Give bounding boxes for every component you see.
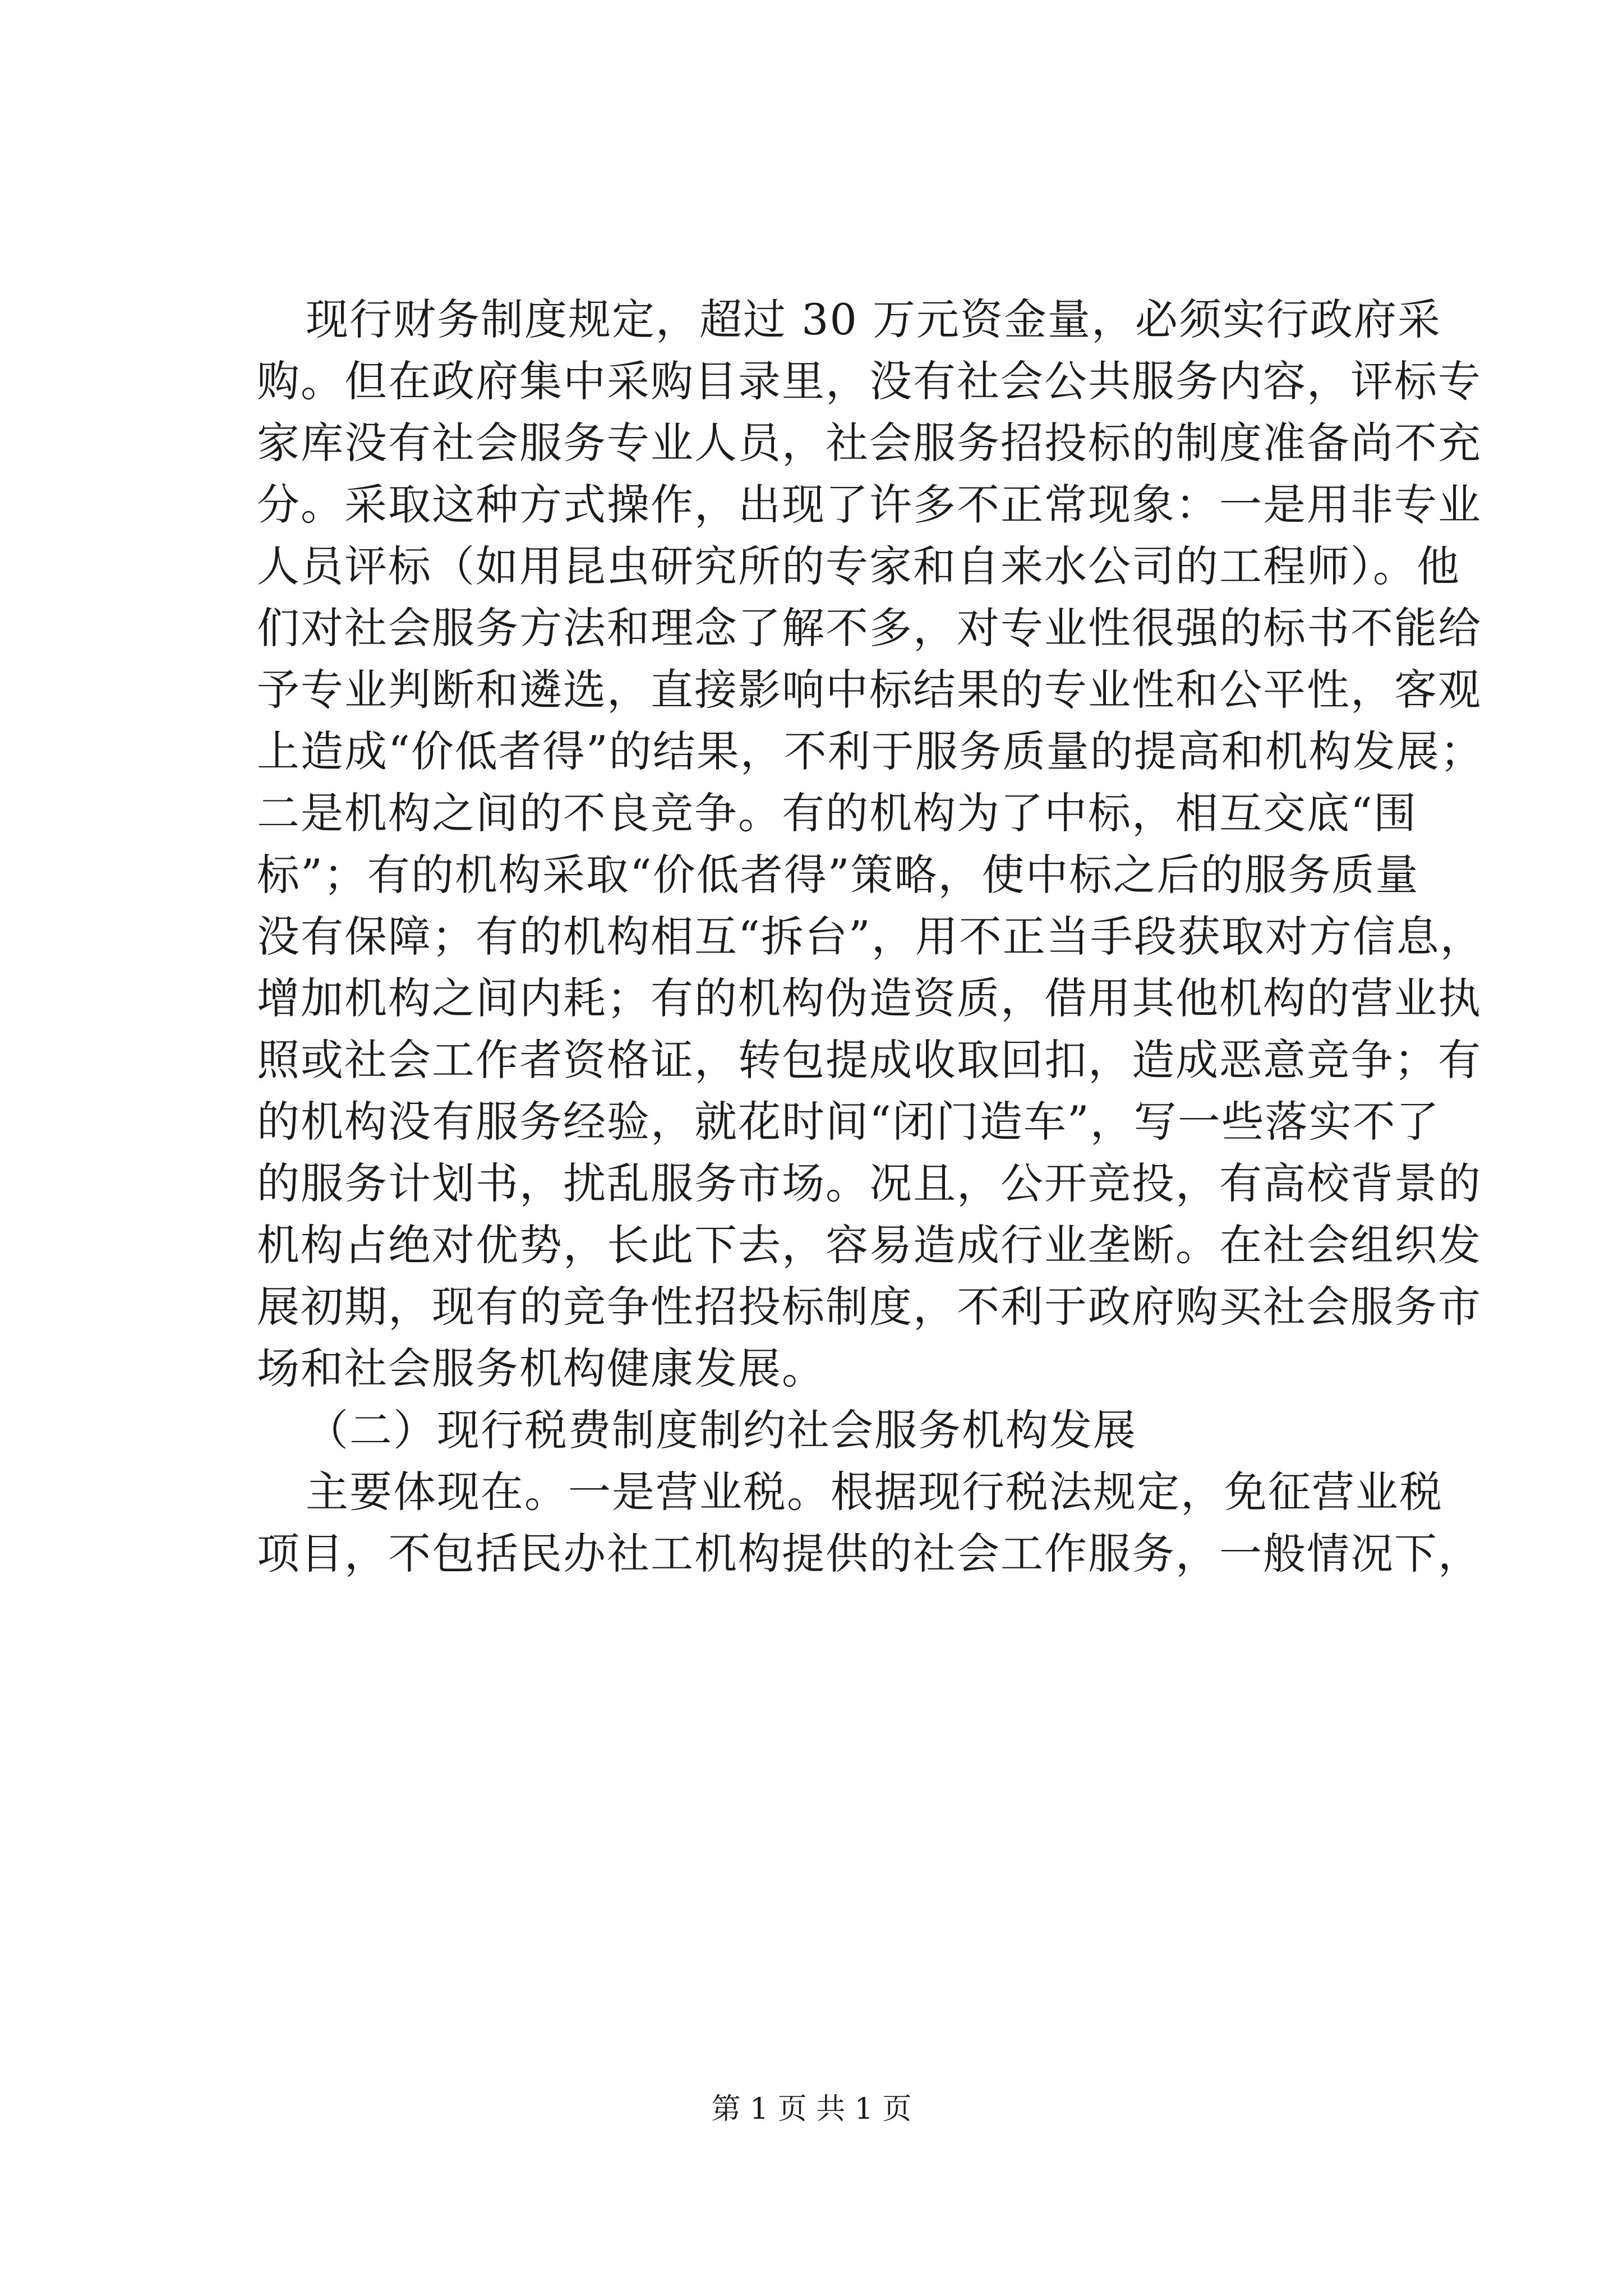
text-line: 的机构没有服务经验，就花时间“闭门造车”，写一些落实不了 <box>257 1097 1440 1147</box>
text-line: 购。但在政府集中采购目录里，没有社会公共服务内容，评标专 <box>257 356 1482 406</box>
page-number: 第 1 页 共 1 页 <box>711 2092 912 2126</box>
text-line: 现行财务制度规定，超过 30 万元资金量，必须实行政府采 <box>306 295 1442 344</box>
text-line: 场和社会服务机构健康发展。 <box>257 1343 826 1393</box>
text-line: 二是机构之间的不良竞争。有的机构为了中标，相互交底“围 <box>257 788 1417 838</box>
section-heading: （二）现行税费制度制约社会服务机构发展 <box>306 1405 1137 1455</box>
text-line: 照或社会工作者资格证，转包提成收取回扣，造成恶意竞争；有 <box>257 1035 1482 1085</box>
text-line: 项目，不包括民办社工机构提供的社会工作服务，一般情况下， <box>257 1529 1482 1579</box>
text-line: 的服务计划书，扰乱服务市场。况且，公开竞投，有高校背景的 <box>257 1158 1482 1208</box>
text-line: 予专业判断和遴选，直接影响中标结果的专业性和公平性，客观 <box>257 665 1482 715</box>
text-line: 上造成“价低者得”的结果，不利于服务质量的提高和机构发展； <box>257 726 1484 776</box>
text-line: 家库没有社会服务专业人员，社会服务招投标的制度准备尚不充 <box>257 418 1482 468</box>
text-line: 增加机构之间内耗；有的机构伪造资质，借用其他机构的营业执 <box>257 973 1482 1023</box>
text-line: 机构占绝对优势，长此下去，容易造成行业垄断。在社会组织发 <box>257 1220 1482 1270</box>
text-line: 分。采取这种方式操作，出现了许多不正常现象：一是用非专业 <box>257 480 1482 530</box>
text-line: 标”；有的机构采取“价低者得”策略，使中标之后的服务质量 <box>257 850 1419 900</box>
text-line: 没有保障；有的机构相互“拆台”，用不正当手段获取对方信息， <box>257 912 1484 961</box>
page-footer <box>0 2087 1623 2132</box>
text-line: 人员评标（如用昆虫研究所的专家和自来水公司的工程师）。他 <box>257 541 1460 591</box>
text-line: 们对社会服务方法和理念了解不多，对专业性很强的标书不能给 <box>257 603 1482 653</box>
text-line: 主要体现在。一是营业税。根据现行税法规定，免征营业税 <box>306 1467 1443 1517</box>
text-line: 展初期，现有的竞争性招投标制度，不利于政府购买社会服务市 <box>257 1282 1482 1332</box>
